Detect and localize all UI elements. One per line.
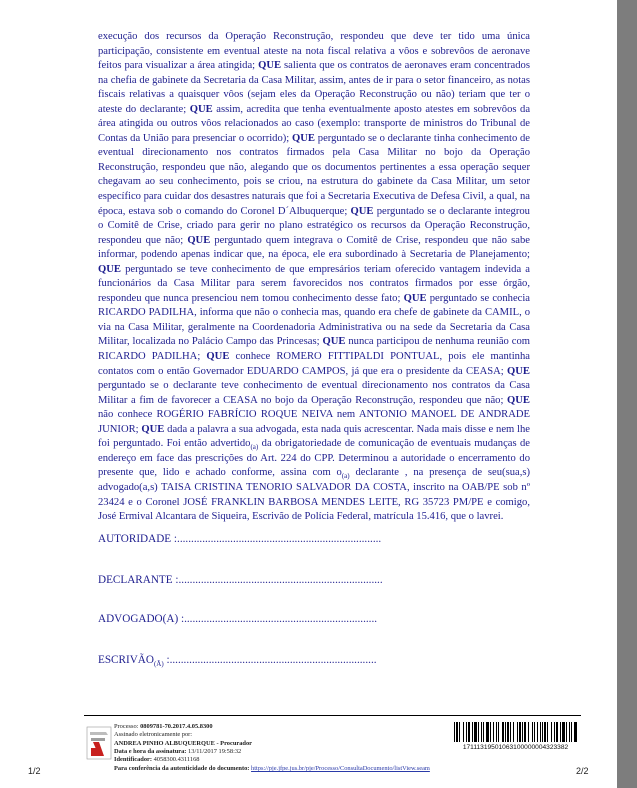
gender-marker: (a)	[250, 443, 259, 452]
signature-advogado: ADVOGADO(A) :.....................................................................	[98, 613, 378, 625]
conferencia-label: Para conferência da autenticidade do documento:	[114, 765, 250, 772]
text-segment: perguntado se teve conhecimento de que empresários teriam oferecido vantagem indevida a funcionários da Casa Militar para serem favorecidos nos contratos firmados por esse órgão, respondeu que nunca presenciou nem tomou conhecimento desse fato;	[98, 263, 530, 304]
text-segment: perguntado se o declarante teve conhecimento de eventual direcionamento nos contratos da Casa Militar a fim de favorecer a CEASA no bojo da Operação Reconstrução, respondeu que não;	[98, 380, 530, 406]
text-segment: perguntado se conhecia RICARDO PADILHA, informa que não o conhecia mas, quando era chefe de gabinete da CAMIL, o via na Casa Militar, geralmente na Coordenadoria Administrativa ou na sede da Secretaria da Casa Militar, localizada no Palácio Campo das Princesas;	[98, 292, 530, 348]
escrivao-label: ESCRIVÃO	[98, 654, 154, 666]
gender-marker: (a)	[341, 472, 350, 481]
identificador-value: 4058300.4311168	[153, 756, 200, 764]
signer-name: ANDREA PINHO ALBUQUERQUE - Procurador	[114, 739, 252, 747]
que-keyword: QUE	[292, 132, 315, 144]
viewer-scroll-gutter[interactable]	[617, 0, 637, 788]
que-keyword: QUE	[189, 103, 213, 115]
que-keyword: QUE	[258, 60, 282, 72]
que-keyword: QUE	[206, 351, 230, 363]
signature-info	[114, 723, 444, 764]
testimony-paragraph	[98, 30, 530, 525]
text-segment: execução dos recursos da Operação Reconstrução, respondeu que deve ter tido uma única participação, consistente em eventual ateste na nota fiscal relativa a vôos e sobrevôos de aeronave feitos para visualizar a área atingida;	[98, 31, 530, 72]
que-keyword: QUE	[141, 423, 165, 435]
que-keyword: QUE	[322, 336, 346, 348]
que-keyword: QUE	[507, 394, 530, 406]
text-segment: perguntado quem integrava o Comitê de Crise, respondeu que não sabe informar, podendo apenas indicar que, na época, ele era subordinado à Secretaria de Planejamento;	[98, 234, 530, 261]
processo-label: Processo:	[114, 723, 139, 730]
signature-declarante: DECLARANTE :.........................................................................	[98, 574, 383, 586]
text-segment: da obrigatoriedade de comunicação de eventuais mudanças de endereço em face das prescrições do Art. 224 do CPP. Determinou a autoridade o encerramento do presente que, lido e achado conforme, assina com o	[98, 438, 530, 479]
text-segment: declarante , na presença de seu(sua,s) advogado(a,s) TAISA CRISTINA TENORIO SALVADOR DA COSTA, inscrito na OAB/PE sob nº 23424 e o Coronel JOSÉ FRANKLIN BARBOSA MENDES LEITE, RG 35723 PM/PE e comigo, José Ermival Alcantara de Siqueira, Escrivão de Polícia Federal, matrícula 15.416, que o lavrei.	[98, 467, 530, 523]
signature-date: 13/11/2017 19:58:32	[188, 747, 242, 755]
text-segment: não conhece ROGÉRIO FABRÍCIO ROQUE NEIVA nem ANTONIO MANOEL DE ANDRADE JUNIOR;	[98, 409, 530, 435]
barcode-number: 17111319501063100000004323382	[462, 744, 569, 751]
barcode-icon	[454, 722, 577, 742]
que-keyword: QUE	[98, 263, 121, 275]
page-indicator-right: 2/2	[576, 766, 589, 776]
assinado-label: Assinado eletronicamente por:	[114, 731, 193, 739]
text-segment: salienta que os contratos de aeronaves eram concentrados na chefia de gabinete da Secretaria da Casa Militar, assim, antes de ir para o setor financeiro, as notas fiscais relativas a quaisquer vôos (sejam eles da Operação Reconstrução ou não) teriam que ter o ateste do declarante;	[98, 60, 530, 115]
footer-divider	[84, 715, 581, 716]
identificador-label: Identificador:	[114, 756, 152, 764]
verification-line	[114, 765, 430, 772]
que-keyword: QUE	[187, 234, 211, 246]
text-segment: perguntado se o declarante integrou o Comitê de Crise, criado para gerir no plano estratégico os recursos da Operação Reconstrução, respondeu que não;	[98, 205, 530, 246]
text-segment: dada a palavra a sua advogada, esta nada quis acrescentar. Nada mais disse e nem lhe foi perguntado. Foi então advertido	[98, 423, 530, 450]
gender-marker: (Ã)	[153, 660, 164, 669]
signature-escrivao	[98, 654, 377, 668]
text-segment: assim, acredita que tenha eventualmente aposto atestes em sobrevôos da área atingida ou outros vôos relacionados ao caso (exemplo: transporte de ministros do Tribunal de Contas da União para presenciar o ocorrido);	[98, 103, 531, 144]
pje-logo-icon	[86, 726, 112, 760]
text-segment: perguntado se o declarante tinha conhecimento de eventual direcionamento nos contratos firmados pela Casa Militar no bojo da Operação Reconstrução, respondeu que não, alegando que os documentos pertinentes a essa operação sequer chegavam ao seu conhecimento, pois se criou, na estrutura do gabinete da Casa Militar, um setor específico para cuidar dos desastres naturais que foi a Secretaria Executiva de Defesa Civil, a qual, na época, estava sob o comando do Coronel D´Albuquerque;	[98, 132, 530, 217]
verification-link[interactable]: https://pje.jfpe.jus.br/pje/Processo/ConsultaDocumento/listView.seam	[251, 765, 430, 772]
signature-autoridade: AUTORIDADE :.........................................................................	[98, 533, 382, 545]
text-segment: nunca participou de nenhuma reunião com RICARDO PADILHA;	[98, 336, 530, 363]
escrivao-line: :..........................................................................	[163, 654, 377, 666]
que-keyword: QUE	[350, 205, 374, 217]
processo-number: 0809781-70.2017.4.05.8300	[140, 723, 213, 730]
text-segment: conhece ROMERO FITTIPALDI PONTUAL, pois ele mantinha contatos com o então Governador EDUARDO CAMPOS, já que era o presidente da CEASA;	[98, 351, 530, 377]
data-label: Data e hora da assinatura:	[114, 747, 187, 755]
page-indicator-left: 1/2	[28, 766, 41, 776]
que-keyword: QUE	[507, 365, 530, 377]
que-keyword: QUE	[403, 292, 427, 304]
